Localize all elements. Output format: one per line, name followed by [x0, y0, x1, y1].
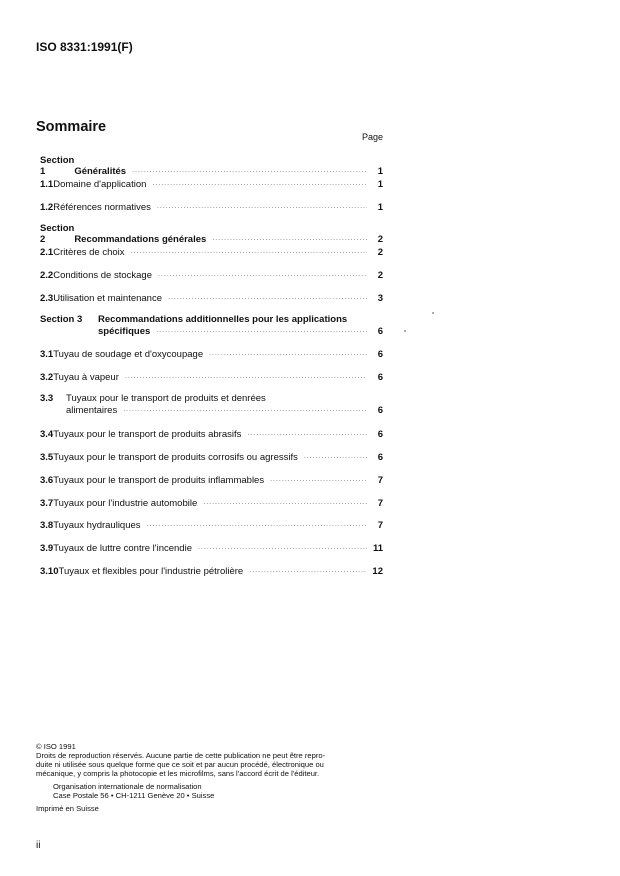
toc-entry-3-2[interactable]: [40, 371, 383, 383]
toc-entry-title: Références normatives: [53, 202, 151, 213]
toc-entry-title-line-2: spécifiques: [98, 326, 151, 337]
toc-entry-number: 2.3: [40, 293, 54, 304]
toc-entry-title: Conditions de stockage: [53, 270, 152, 281]
toc-entry-page: 11: [372, 543, 383, 554]
scan-speck: [404, 330, 406, 332]
toc-entry-page: 6: [377, 405, 383, 416]
dot-leader: [156, 325, 367, 336]
copyright-line: © ISO 1991: [36, 742, 76, 751]
dot-leader: [158, 269, 367, 280]
toc-entry-title: Généralités: [74, 166, 127, 177]
toc-entry-2-1[interactable]: [40, 246, 383, 258]
toc-entry-number: Section 3: [40, 314, 83, 325]
toc-entry-title-line-1: Recommandations additionnelles pour les applications: [98, 314, 348, 325]
toc-entry-page: 2: [377, 234, 383, 245]
toc-entry-title: Domaine d'application: [53, 179, 147, 190]
organization-name: Organisation internationale de normalisation: [53, 782, 202, 791]
toc-entry-page: 3: [377, 293, 383, 304]
toc-entry-title: Recommandations générales: [74, 234, 207, 245]
toc-entry-title: Tuyaux et flexibles pour l'industrie pétrolière: [58, 566, 244, 577]
dot-leader: [147, 519, 367, 530]
rights-text-line-3: mécanique, y compris la photocopie et les microfilms, sans l'accord écrit de l'éditeur.: [36, 769, 320, 778]
document-id-header: ISO 8331:1991(F): [36, 40, 133, 54]
toc-entry-page: 1: [377, 166, 383, 177]
toc-entry-title: Tuyaux pour le transport de produits abrasifs: [53, 429, 242, 440]
dot-leader: [157, 201, 367, 212]
toc-entry-page: 7: [377, 475, 383, 486]
toc-entry-3-7[interactable]: [40, 497, 383, 509]
toc-entry-title: Tuyaux pour l'industrie automobile: [53, 498, 198, 509]
toc-entry-page: 2: [377, 270, 383, 281]
toc-entry-3-1[interactable]: [40, 348, 383, 360]
toc-entry-1-1[interactable]: [40, 178, 383, 190]
printed-in: Imprimé en Suisse: [36, 804, 99, 813]
toc-entry-3-6[interactable]: [40, 474, 383, 486]
toc-entry-number: 3.6: [40, 475, 54, 486]
toc-entry-page: 7: [377, 498, 383, 509]
toc-entry-title-line-1: Tuyaux pour le transport de produits et denrées: [66, 393, 266, 404]
toc-entry-section-3[interactable]: [40, 314, 383, 337]
toc-entry-title: Tuyau à vapeur: [53, 372, 119, 383]
toc-entry-page: 1: [377, 179, 383, 190]
toc-entry-number: 3.10: [40, 566, 59, 577]
dot-leader: [125, 371, 367, 382]
toc-entry-title: Tuyau de soudage et d'oxycoupage: [53, 349, 204, 360]
toc-entry-3-4[interactable]: [40, 428, 383, 440]
toc-entry-page: 7: [377, 520, 383, 531]
toc-entry-page: 2: [377, 247, 383, 258]
dot-leader: [203, 497, 367, 508]
dot-leader: [247, 428, 367, 439]
dot-leader: [168, 292, 367, 303]
dot-leader: [198, 542, 367, 553]
toc-entry-title-line-2: alimentaires: [66, 405, 118, 416]
dot-leader: [270, 474, 367, 485]
toc-entry-section-2[interactable]: [40, 223, 383, 245]
toc-entry-title: Critères de choix: [53, 247, 125, 258]
toc-entry-title: Utilisation et maintenance: [53, 293, 163, 304]
rights-text-line-1: Droits de reproduction réservés. Aucune partie de cette publication ne peut être repro-: [36, 751, 326, 760]
toc-entry-page: 6: [377, 452, 383, 463]
toc-entry-title: Tuyaux pour le transport de produits inflammables: [53, 475, 265, 486]
copyright-notice: [36, 742, 391, 813]
toc-entry-number: 1.2: [40, 202, 54, 213]
toc-entry-title: Tuyaux hydrauliques: [53, 520, 141, 531]
page-title: Sommaire: [36, 119, 107, 135]
toc-entry-title: Tuyaux de luttre contre l'incendie: [53, 543, 192, 554]
toc-entry-number: 3.7: [40, 498, 54, 509]
toc-entry-number: 3.8: [40, 520, 54, 531]
toc-entry-page: 6: [377, 326, 383, 337]
toc-entry-number: 2.1: [40, 247, 54, 258]
dot-leader: [212, 233, 367, 244]
toc-entry-2-3[interactable]: [40, 292, 383, 304]
dot-leader: [123, 404, 367, 415]
toc-entry-number: 1.1: [40, 179, 54, 190]
scan-speck: [432, 312, 434, 314]
toc-entry-3-10[interactable]: [40, 565, 383, 577]
toc-entry-number: 3.9: [40, 543, 54, 554]
rights-text-line-2: duite ni utilisée sous quelque forme que ce soit et par aucun procédé, électronique ou: [36, 760, 324, 769]
page-column-label: Page: [362, 132, 384, 142]
dot-leader: [132, 165, 367, 176]
toc-entry-page: 1: [377, 202, 383, 213]
toc-entry-number: 3.1: [40, 349, 54, 360]
toc-entry-number: 2.2: [40, 270, 54, 281]
toc-entry-number: Section 2: [40, 223, 75, 245]
toc-entry-number: Section 1: [40, 155, 75, 177]
toc-entry-title: Tuyaux pour le transport de produits corrosifs ou agressifs: [53, 452, 298, 463]
toc-entry-3-3[interactable]: [40, 393, 383, 416]
toc-entry-1-2[interactable]: [40, 201, 383, 213]
dot-leader: [249, 565, 366, 576]
toc-entry-number: 3.2: [40, 372, 54, 383]
toc-entry-page: 12: [372, 566, 383, 577]
toc-entry-3-5[interactable]: [40, 451, 383, 463]
dot-leader: [304, 451, 367, 462]
organization-address: Case Postale 56 • CH-1211 Genève 20 • Suisse: [53, 791, 215, 800]
dot-leader: [209, 348, 367, 359]
toc-entry-3-8[interactable]: [40, 519, 383, 531]
toc-entry-2-2[interactable]: [40, 269, 383, 281]
toc-entry-page: 6: [377, 429, 383, 440]
toc-entry-section-1[interactable]: [40, 155, 383, 177]
page-number: ii: [36, 840, 41, 851]
toc-entry-number: 3.4: [40, 429, 54, 440]
toc-entry-page: 6: [377, 372, 383, 383]
toc-entry-number: 3.3: [40, 393, 54, 404]
toc-entry-page: 6: [377, 349, 383, 360]
toc-entry-number: 3.5: [40, 452, 54, 463]
dot-leader: [152, 178, 367, 189]
dot-leader: [131, 246, 368, 257]
toc-entry-3-9[interactable]: [40, 542, 383, 554]
